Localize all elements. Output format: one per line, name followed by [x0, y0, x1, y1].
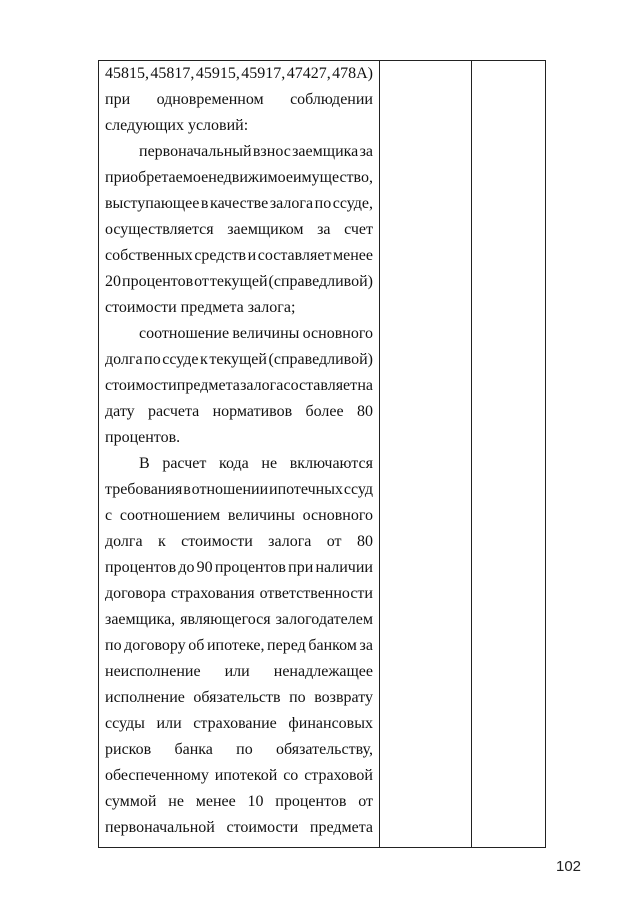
text-line: 45815, 45817, 45915, 45917, 47427, 478А) [105, 65, 373, 82]
column-divider [471, 61, 472, 847]
text-line: по договору об ипотеке, перед банком за [105, 637, 373, 654]
text-line: стоимости предмета залога; [105, 299, 296, 316]
text-line: В расчет кода не включаются [139, 455, 373, 472]
text-line: собственных средств и составляет менее [105, 247, 373, 264]
text-line: первоначальный взнос заемщика за [139, 143, 373, 160]
text-line: рисков банка по обязательству, [105, 741, 373, 758]
text-line: долга по ссуде к текущей (справедливой) [105, 351, 373, 368]
text-line: дату расчета нормативов более 80 [105, 403, 373, 420]
text-line: заемщика, являющегося залогодателем [105, 611, 373, 628]
text-line: исполнение обязательств по возврату [105, 689, 373, 706]
column-divider [379, 61, 380, 847]
text-line: первоначальной стоимости предмета [105, 819, 373, 836]
text-line: суммой не менее 10 процентов от [105, 793, 373, 810]
text-line: 20 процентов от текущей (справедливой) [105, 273, 373, 290]
text-line: процентов. [105, 429, 181, 446]
text-line: соотношение величины основного [139, 325, 373, 342]
text-line: процентов до 90 процентов при наличии [105, 559, 373, 576]
text-line: ссуды или страхование финансовых [105, 715, 373, 732]
text-line: выступающее в качестве залога по ссуде, [105, 195, 373, 212]
requirements-table [98, 60, 546, 848]
text-line: договора страхования ответственности [105, 585, 373, 602]
text-line: неисполнение или ненадлежащее [105, 663, 373, 680]
text-line: осуществляется заемщиком за счет [105, 221, 373, 238]
table-cell-description [105, 61, 373, 841]
text-line: следующих условий: [105, 117, 249, 134]
text-line: обеспеченному ипотекой со страховой [105, 767, 373, 784]
text-line: приобретаемое недвижимое имущество, [105, 169, 373, 186]
text-line: стоимости предмета залога составляет на [105, 377, 373, 394]
text-line: долга к стоимости залога от 80 [105, 533, 373, 550]
text-line: с соотношением величины основного [105, 507, 373, 524]
text-line: требования в отношении ипотечных ссуд [105, 481, 373, 498]
text-line: при одновременном соблюдении [105, 91, 373, 108]
page-number: 102 [556, 858, 582, 875]
